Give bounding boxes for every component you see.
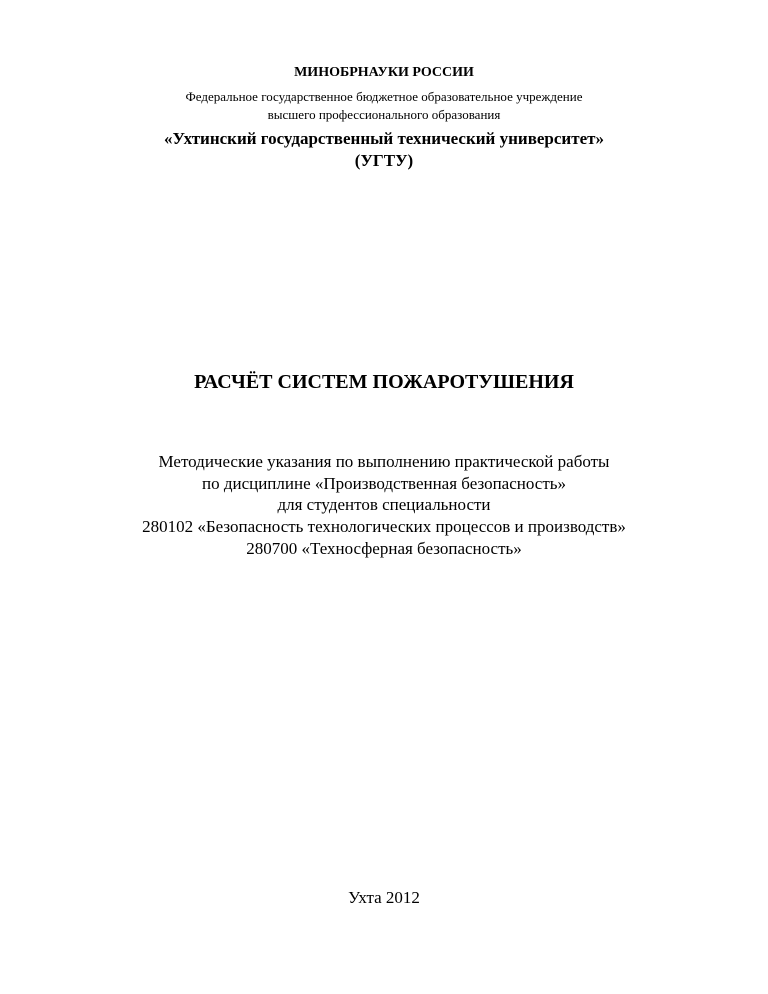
description-line-2: по дисциплине «Производственная безопасность» <box>201 474 567 493</box>
description-line-5: 280700 «Техносферная безопасность» <box>246 539 522 558</box>
institution-type-line-1: Федеральное государственное бюджетное образовательное учреждение <box>185 89 583 104</box>
description-line-3: для студентов специальности <box>277 495 491 514</box>
description-line-4: 280102 «Безопасность технологических процессов и производств» <box>142 517 626 536</box>
place-and-year: Ухта 2012 <box>348 888 420 907</box>
university-abbreviation: (УГТУ) <box>354 151 414 170</box>
description-line-1: Методические указания по выполнению практической работы <box>158 452 610 471</box>
institution-type-line-2: высшего профессионального образования <box>267 107 501 122</box>
ministry-name: МИНОБРНАУКИ РОССИИ <box>294 65 474 80</box>
document-title: РАСЧЁТ СИСТЕМ ПОЖАРОТУШЕНИЯ <box>194 371 574 393</box>
university-name: «Ухтинский государственный технический университет» <box>164 129 604 148</box>
